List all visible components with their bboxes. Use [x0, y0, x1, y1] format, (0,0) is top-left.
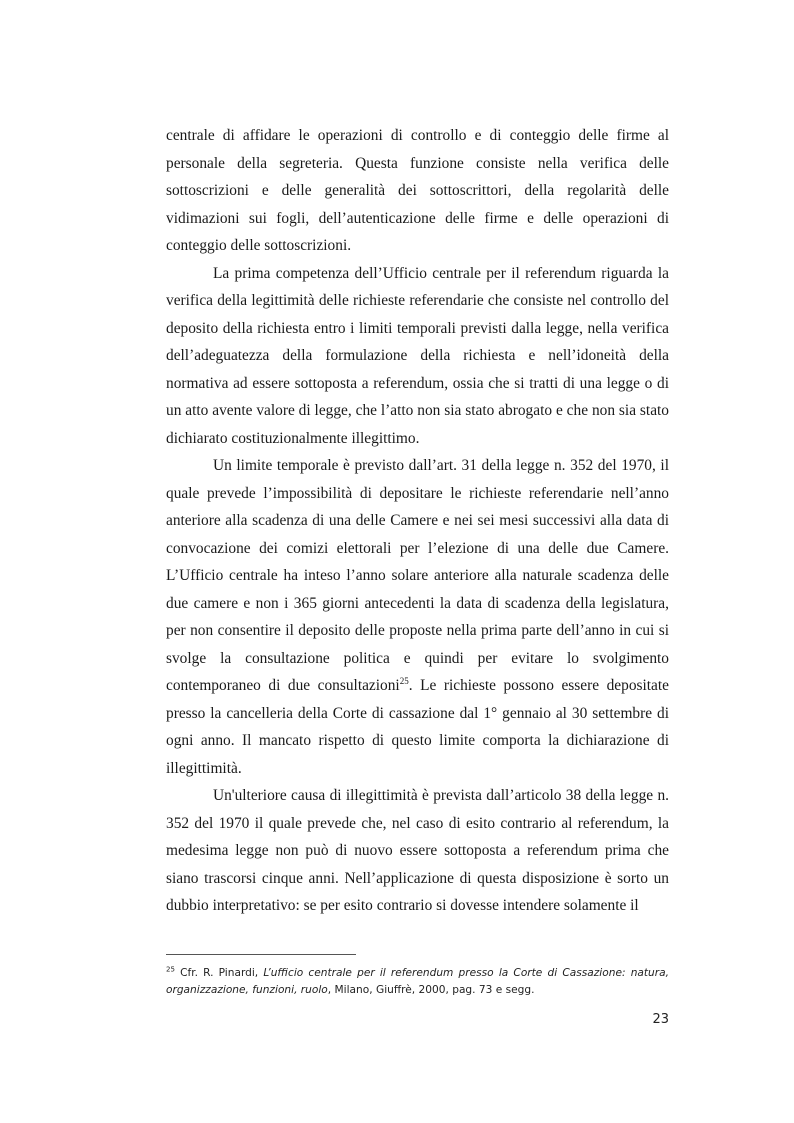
- paragraph-limite-temporale: [166, 452, 669, 782]
- paragraph-text-before-ref: Un limite temporale è previsto dall’art. 31 della legge n. 352 del 1970, il quale prevede l’impossibilità di depositare le richieste referendarie nell’anno anteriore alla scadenza di una delle Camere e nei sei mesi successivi alla data di convocazione dei comizi elettorali per l’elezione di una delle due Camere. L’Ufficio centrale ha inteso l’anno solare anteriore alla naturale scadenza delle due camere e non i 365 giorni antecedenti la data di scadenza della legislatura, per non consentire il deposito delle proposte nella prima parte dell’anno in cui si svolge la consultazione politica e quindi per evitare lo svolgimento contemporaneo di due consultazioni: [166, 457, 669, 694]
- footnote-separator: [166, 954, 356, 955]
- footnote-number: 25: [166, 965, 175, 974]
- body-text: [166, 122, 669, 920]
- page-number: 23: [652, 1012, 669, 1027]
- footnote-suffix: , Milano, Giuffrè, 2000, pag. 73 e segg.: [327, 984, 535, 996]
- paragraph-ulteriore-causa: Un'ulteriore causa di illegittimità è prevista dall’articolo 38 della legge n. 352 del 1970 il quale prevede che, nel caso di esito contrario al referendum, la medesima legge non può di nuovo essere sottoposta a referendum prima che siano trascorsi cinque anni. Nell’applicazione di questa disposizione è sorto un dubbio interpretativo: se per esito contrario si dovesse intendere solamente il: [166, 787, 669, 914]
- footnote-reference[interactable]: 25: [399, 675, 409, 686]
- footnote-title: L’ufficio centrale per il referendum presso la Corte di Cassazione: natura, organizzazione, funzioni, ruolo: [166, 967, 669, 996]
- paragraph-prima-competenza: La prima competenza dell’Ufficio centrale per il referendum riguarda la verifica della legittimità delle richieste referendarie che consiste nel controllo del deposito della richiesta entro i limiti temporali previsti dalla legge, nella verifica dell’adeguatezza della formulazione della richiesta e nell’idoneità della normativa ad essere sottoposta a referendum, ossia che si tratti di una legge o di un atto avente valore di legge, che l’atto non sia stato abrogato e che non sia stato dichiarato costituzionalmente illegittimo.: [166, 264, 669, 447]
- paragraph-text-after-ref: . Le richieste possono essere depositate presso la cancelleria della Corte di cassazione dal 1° gennaio al 30 settembre di ogni anno. Il mancato rispetto di questo limite comporta la dichiarazione di illegittimità.: [166, 677, 669, 777]
- paragraph-continuation: centrale di affidare le operazioni di controllo e di conteggio delle firme al personale della segreteria. Questa funzione consiste nella verifica delle sottoscrizioni e delle generalità dei sottoscrittori, della regolarità delle vidimazioni sui fogli, dell’autenticazione delle firme e delle operazioni di conteggio delle sottoscrizioni.: [166, 127, 669, 254]
- footnote: [166, 965, 669, 999]
- footnote-prefix: Cfr. R. Pinardi,: [180, 967, 264, 979]
